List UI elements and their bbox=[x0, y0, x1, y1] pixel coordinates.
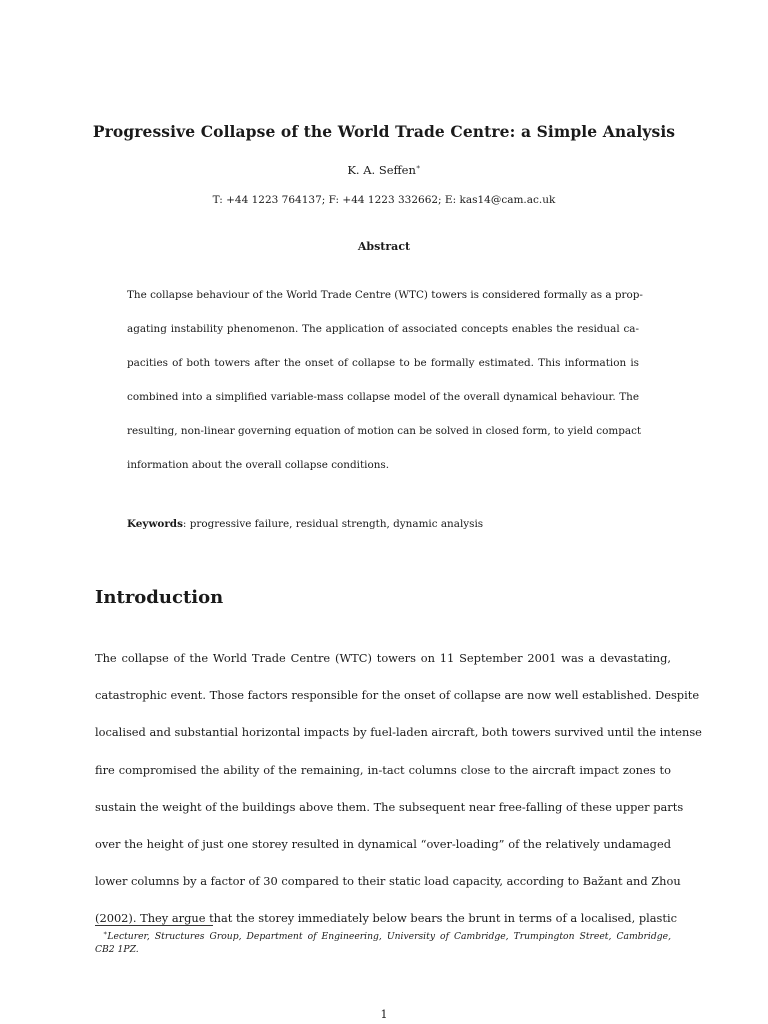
abstract-line: The collapse behaviour of the World Trade Centre (WTC) towers is considered formally as a prop- bbox=[127, 289, 643, 301]
keywords bbox=[127, 518, 483, 530]
body-line: catastrophic event. Those factors responsible for the onset of collapse are now well established. Despite bbox=[95, 688, 700, 703]
body-line: sustain the weight of the buildings above them. The subsequent near free-falling of these upper parts bbox=[95, 799, 684, 814]
page-number: 1 bbox=[380, 1008, 388, 1021]
keywords-text: : progressive failure, residual strength, dynamic analysis bbox=[182, 518, 484, 530]
contact-details: T: +44 1223 764137; F: +44 1223 332662; E: kas14@cam.ac.uk bbox=[212, 194, 556, 206]
abstract-line: information about the overall collapse conditions. bbox=[127, 459, 390, 471]
abstract-heading: Abstract bbox=[357, 240, 411, 253]
author-line bbox=[0, 163, 768, 177]
abstract-line: agating instability phenomenon. The application of associated concepts enables the residual ca- bbox=[127, 323, 639, 335]
footnote-line: CB2 1PZ. bbox=[95, 944, 139, 956]
body-line: fire compromised the ability of the remaining, in-tact columns close to the aircraft impact zones to bbox=[95, 762, 671, 777]
abstract-body bbox=[127, 278, 643, 482]
body-line: (2002). They argue that the storey immediately below bears the brunt in terms of a localised, plastic bbox=[95, 911, 678, 926]
footnote-line bbox=[95, 927, 671, 943]
section-heading-introduction: Introduction bbox=[95, 587, 224, 608]
abstract-line: resulting, non-linear governing equation of motion can be solved in closed form, to yield compact bbox=[127, 425, 642, 437]
abstract-line: combined into a simplified variable-mass collapse model of the overall dynamical behaviour. The bbox=[127, 391, 639, 403]
body-line: lower columns by a factor of 30 compared to their static load capacity, according to Bažant and Zhou bbox=[95, 874, 681, 889]
introduction-body bbox=[95, 640, 702, 938]
body-line: localised and substantial horizontal impacts by fuel-laden aircraft, both towers survived until the intense bbox=[95, 725, 702, 740]
author-footnote-mark: ∗ bbox=[415, 163, 421, 172]
footnote-mark: ∗ bbox=[103, 929, 108, 937]
footnote-divider bbox=[95, 925, 213, 926]
abstract-line: pacities of both towers after the onset of collapse to be formally estimated. This information is bbox=[127, 357, 639, 369]
author-name: K. A. Seffen bbox=[347, 163, 416, 177]
footnote-text: Lecturer, Structures Group, Department of Engineering, University of Cambridge, Trumpington Street, Cambridge, bbox=[107, 931, 671, 943]
body-line: over the height of just one storey resulted in dynamical “over-loading” of the relatively undamaged bbox=[95, 836, 671, 851]
paper-title: Progressive Collapse of the World Trade Centre: a Simple Analysis bbox=[92, 122, 676, 141]
keywords-label: Keywords bbox=[127, 518, 183, 530]
body-line: The collapse of the World Trade Centre (WTC) towers on 11 September 2001 was a devastating, bbox=[95, 651, 671, 665]
footnote bbox=[95, 927, 671, 956]
